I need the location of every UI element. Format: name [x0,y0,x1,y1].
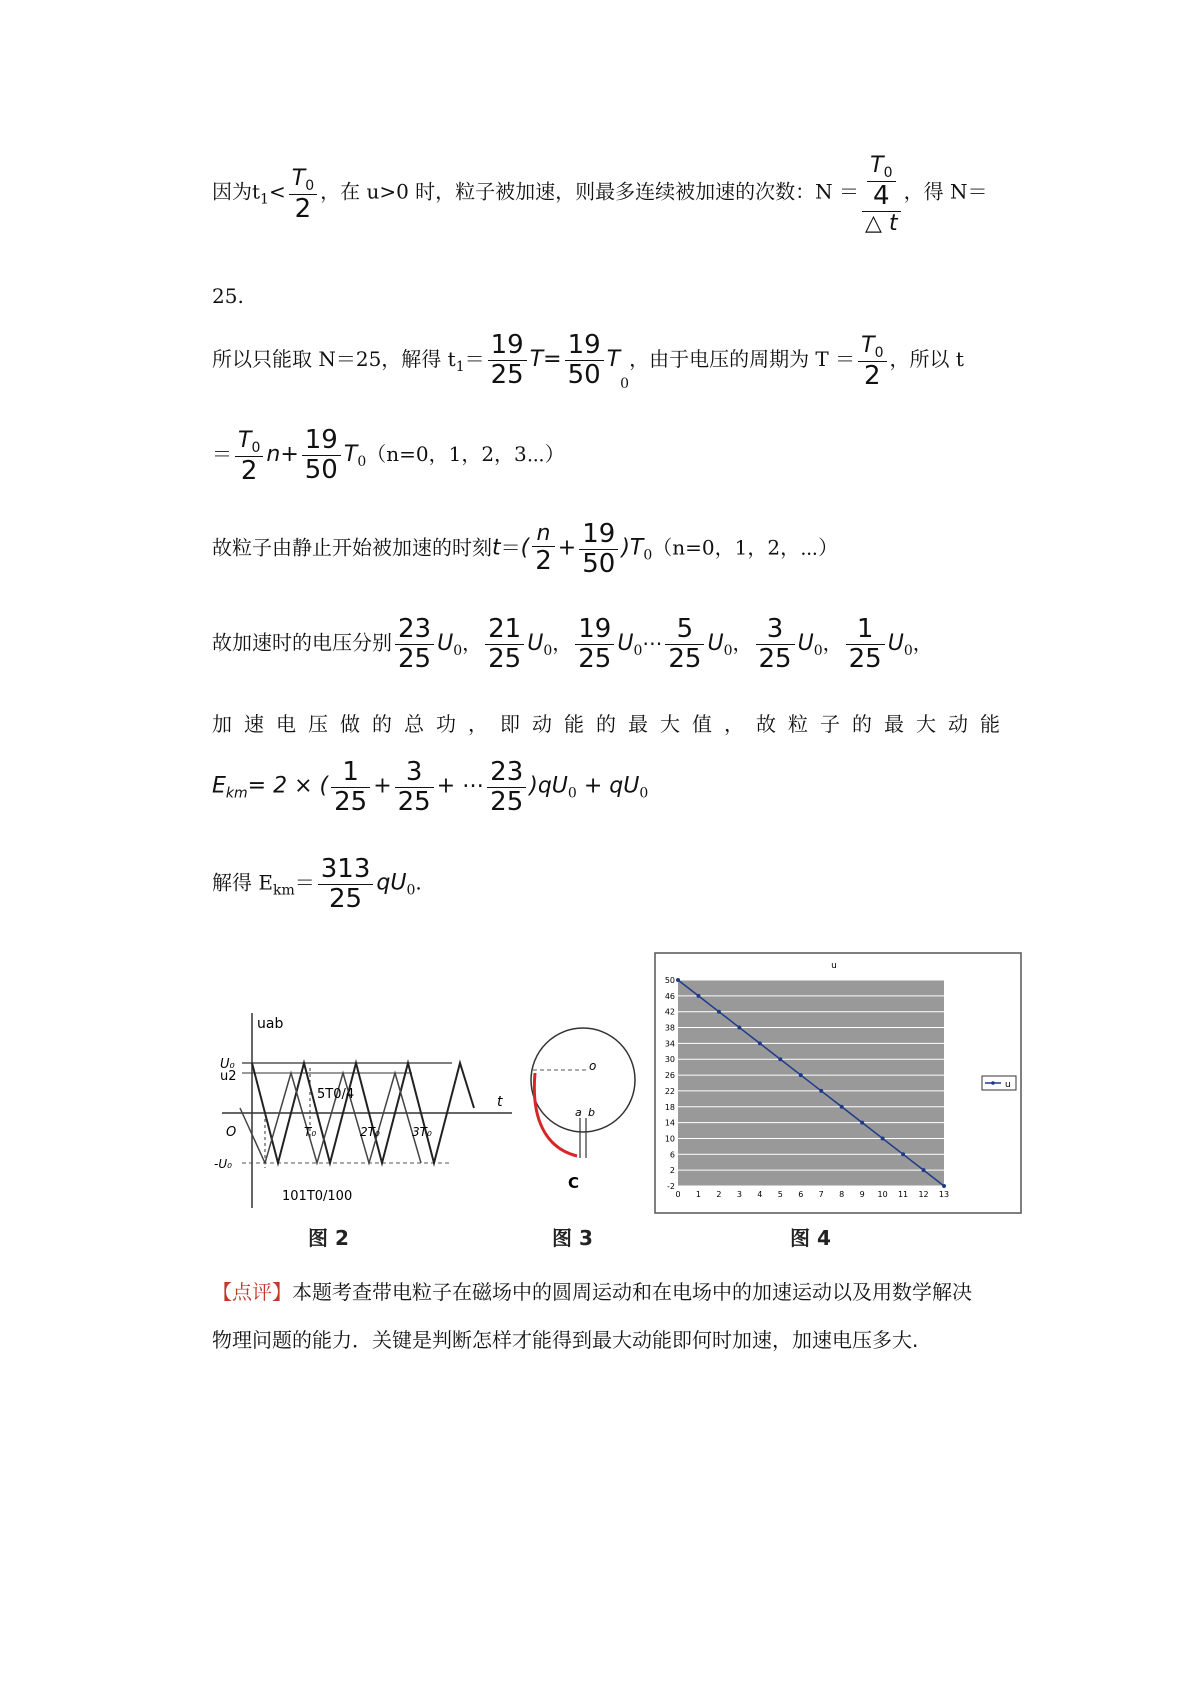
legend-label: u [1005,1080,1011,1090]
voltage-fraction: $\frac{5}{25}$ [665,615,704,673]
y-tick-label: 30 [664,1055,675,1065]
particle-path [534,1073,577,1156]
x-tick-label: 0 [675,1190,681,1199]
y-tick-label: 38 [664,1023,675,1033]
fraction-t0-over-2-n: $\frac{T_0}{2}$ [235,425,263,486]
data-point [758,1041,762,1045]
figure-2-waveform [212,1008,512,1218]
fraction-19-50: $\frac{19}{50}$ [565,331,604,389]
voltage-fraction: $\frac{1}{25}$ [846,615,885,673]
voltage-unit: U [437,630,454,656]
x-tick-label: 6 [798,1190,804,1199]
fig2-t-label: t [497,1094,503,1110]
fig2-101-label: 101T0/100 [282,1189,353,1204]
line-7: $E_{km}= 2$ × ( $\frac{1}{25}$ + $\frac{3}{25}$ + ⋯ $\frac{23}{25}$ )$qU_0 + qU_0$ [212,757,649,817]
voltage-fraction: $\frac{21}{25}$ [485,615,524,673]
fig2-origin-label: O [226,1125,237,1140]
y-tick-label: 6 [669,1150,675,1160]
comment-line-2 [212,1324,1024,1353]
voltage-separator: ， [462,630,483,655]
y-tick-label: 22 [664,1086,675,1096]
y-tick-label: 34 [664,1039,675,1049]
line-6: 加速电压做的总功，即动能的最大值，故粒子的最大动能 [212,712,1012,736]
x-tick-label: 10 [877,1190,888,1199]
fraction-313-25: $\frac{313}{25}$ [318,855,374,913]
x-tick-label: 3 [736,1190,742,1199]
voltage-fraction: $\frac{3}{25}$ [756,615,795,673]
data-point [901,1152,905,1156]
line-1b: 25. [212,284,244,308]
x-tick-label: 4 [757,1190,763,1199]
fraction-t0-over-2: $\frac{T_0}{2}$ [289,163,317,224]
fig2-neg-u0-label: -U₀ [214,1157,232,1171]
fraction-t0-over-2-period: $\frac{T_0}{2}$ [858,330,886,391]
y-tick-label: 14 [664,1118,675,1128]
fig2-caption: 图 2 [308,1226,349,1250]
data-point [717,1010,721,1014]
voltage-separator: ， [912,630,933,655]
data-point [922,1168,926,1172]
fig2-u2-label: u2 [220,1069,237,1084]
voltage-unit: U [887,630,904,656]
data-point [942,1184,946,1188]
y-tick-label: 2 [669,1166,675,1176]
y-tick-label: 26 [664,1071,675,1081]
comment-text-1: 本题考查带电粒子在磁场中的圆周运动和在电场中的加速运动以及用数学解决 [292,1280,972,1304]
y-tick-label: 10 [664,1134,675,1144]
fraction-1-25: $\frac{1}{25}$ [331,758,370,816]
y-tick-label: 50 [664,976,675,985]
x-tick-label: 11 [897,1190,909,1199]
data-point [881,1136,885,1140]
fraction-n-formula: $\frac{\frac{T_0}{4}}{\triangle t}$ [862,150,901,236]
data-point [778,1057,782,1061]
fig3-o-label: o [589,1059,597,1073]
legend-marker [991,1081,995,1085]
voltage-separator: ， [732,630,753,655]
y-tick-label: -2 [667,1182,675,1191]
voltage-fraction: $\frac{19}{25}$ [575,615,614,673]
fraction-23-25: $\frac{23}{25}$ [487,758,526,816]
x-tick-label: 12 [918,1190,929,1199]
fig2-5t0-label: 5T0/4 [317,1087,355,1102]
text-because: 因为 [212,179,252,204]
fig3-c-label: C [568,1174,580,1192]
x-tick-label: 8 [839,1190,845,1199]
x-tick-label: 13 [938,1190,950,1199]
fig2-3t0-label: 3T₀ [412,1125,432,1139]
data-point [737,1026,741,1030]
comment-text-2: 物理问题的能力．关键是判断怎样才能得到最大动能即何时加速，加速电压多大. [212,1328,919,1352]
fig4-caption: 图 4 [790,1226,831,1250]
text-accel-count: ，在 u>0 时，粒子被加速，则最多连续被加速的次数：N ＝ [320,179,860,204]
line-5: 故加速时的电压分别 $\frac{23}{25}$ $U_0$， $\frac{21}{25}$ $U_0$， $\frac{19}{25}$ $U_0\cdots$ $\frac{5}{25}$ $U_0$， $\frac{3}{25}$ $U_0$， $\frac{1}{25}$ $U_0$， [212,614,933,674]
voltage-unit: U [617,630,634,656]
voltage-unit: U [707,630,724,656]
voltage-unit-sub: 0 [903,642,913,659]
fig2-t0-label: T₀ [304,1125,317,1139]
fig3-a-label: a [575,1106,582,1119]
line-4: 故粒子由静止开始被加速的时刻t＝( $\frac{n}{2}$ + $\frac{19}{50}$ )$T_0(n=0$，1，2，⋯） [212,519,839,579]
y-tick-label: 18 [664,1102,675,1112]
x-tick-label: 9 [859,1190,865,1199]
fig2-y-label: uab [257,1016,284,1032]
data-point [799,1073,803,1077]
voltage-separator: ⋯ [642,630,663,655]
voltage-separator: ， [822,630,843,655]
figure-4-chart [654,952,1022,1214]
y-tick-label: 46 [664,991,675,1001]
line-8: 解得 $E_{km}=$ $\frac{313}{25}$ $qU_0$. [212,854,422,914]
fig2-u0-label: U₀ [220,1057,235,1072]
data-point [819,1089,823,1093]
voltage-unit-sub: 0 [813,642,823,659]
voltage-unit: U [527,630,544,656]
line-1: 因为$t_1<$ $\frac{T_0}{2}$ ，在 u>0 时，粒子被加速，则最多连续被加速的次数：N ＝ $\frac{\frac{T_0}{4}}{\triangle t}$ ，得 N＝ [212,150,1024,236]
voltage-unit-sub: 0 [633,642,643,659]
line-3: ＝ $\frac{T_0}{2}$ n+ $\frac{19}{50}$ $T_0(n=0$，1，2，3⋯） [212,425,565,487]
fraction-n-over-2: $\frac{n}{2}$ [532,522,555,576]
voltage-unit-sub: 0 [543,642,553,659]
fig2-2t0-label: 2T₀ [360,1125,380,1139]
data-point [676,978,680,982]
x-tick-label: 7 [818,1190,824,1199]
y-tick-label: 42 [664,1007,675,1017]
data-point [860,1121,864,1125]
fraction-19-25: $\frac{19}{25}$ [488,331,527,389]
fig3-b-label: b [588,1106,595,1119]
voltage-unit: U [797,630,814,656]
voltage-unit-sub: 0 [723,642,733,659]
voltage-fraction: $\frac{23}{25}$ [395,615,434,673]
fraction-19-50-b: $\frac{19}{50}$ [302,426,341,484]
comment-line-1 [212,1276,1024,1305]
line-2: 所以只能取 N＝25，解得 $t_1=$ $\frac{19}{25}$ T= $\frac{19}{50}$ $T_0$，由于电压的周期为 T ＝ $\frac{T_0}{2}$ ，所以 t [212,330,964,392]
x-tick-label: 2 [716,1190,722,1199]
data-point [840,1105,844,1109]
voltage-unit-sub: 0 [453,642,463,659]
voltage-separator: ， [552,630,573,655]
chart-title: u [831,961,837,971]
x-tick-label: 1 [695,1190,702,1199]
figure-3-circle [525,1008,655,1218]
fraction-19-50-c: $\frac{19}{50}$ [579,520,618,578]
fraction-3-25: $\frac{3}{25}$ [395,758,434,816]
field-circle [531,1028,635,1132]
comment-tag: 【点评】 [212,1280,292,1304]
x-tick-label: 5 [777,1190,783,1199]
data-point [696,994,700,998]
fig3-caption: 图 3 [552,1226,593,1250]
